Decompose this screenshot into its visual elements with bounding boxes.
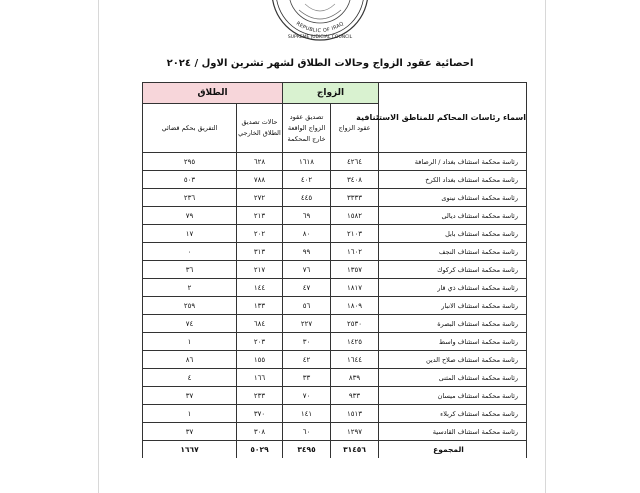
- marriage-outside-cell: ٢٢٧: [283, 315, 331, 333]
- divorce-outside-cell: ٣١٣: [237, 243, 283, 261]
- table-row: [143, 261, 527, 279]
- marriage-outside-cell: ٦٩: [283, 207, 331, 225]
- judicial-separation-cell: ١: [143, 405, 237, 423]
- judicial-separation-cell: ٢٣٦: [143, 189, 237, 207]
- table-row: [143, 153, 527, 171]
- marriage-contracts-cell: ٣٤٠٨: [331, 171, 379, 189]
- divorce-outside-cell: ٢٣٣: [237, 387, 283, 405]
- marriage-outside-header: تصديق عقود الزواج الواقعة خارج المحكمة: [283, 104, 331, 153]
- marriage-contracts-cell: ١٦٤٤: [331, 351, 379, 369]
- marriage-outside-cell: ٦٠: [283, 423, 331, 441]
- judicial-separation-cell: ٢٥٩: [143, 297, 237, 315]
- marriage-contracts-header: عقود الزواج: [331, 104, 379, 153]
- seal-text-line-2: SUPREME JUDICIAL COUNCIL: [287, 35, 353, 40]
- court-name: رئاسة محكمة استئناف كربلاء: [379, 405, 527, 423]
- marriage-contracts-cell: ١٢٩٧: [331, 423, 379, 441]
- total-row: [143, 441, 527, 459]
- judicial-separation-cell: ٣٦: [143, 261, 237, 279]
- total-marriage-outside: ٣٤٩٥: [283, 441, 331, 459]
- court-name: رئاسة محكمة استئناف القادسية: [379, 423, 527, 441]
- marriage-contracts-cell: ١٥٨٢: [331, 207, 379, 225]
- court-name: رئاسة محكمة استئناف النجف: [379, 243, 527, 261]
- judicial-separation-cell: ٠: [143, 243, 237, 261]
- judicial-separation-cell: ٢٩٥: [143, 153, 237, 171]
- table-row: [143, 279, 527, 297]
- marriage-contracts-cell: ١٤٢٥: [331, 333, 379, 351]
- marriage-contracts-cell: ١٦٠٢: [331, 243, 379, 261]
- court-name: رئاسة محكمة استئناف المثنى: [379, 369, 527, 387]
- judicial-separation-cell: ١: [143, 333, 237, 351]
- marriage-contracts-cell: ٢١٠٣: [331, 225, 379, 243]
- court-name: رئاسة محكمة استئناف واسط: [379, 333, 527, 351]
- divorce-outside-cell: ٢٠٣: [237, 333, 283, 351]
- divorce-outside-header: حالات تصديق الطلاق الخارجي: [237, 104, 283, 153]
- court-name: رئاسة محكمة استئناف بغداد / الرصافة: [379, 153, 527, 171]
- marriage-contracts-cell: ١٣٥٧: [331, 261, 379, 279]
- marriage-group-header: الزواج: [283, 83, 379, 104]
- judicial-separation-cell: ٣٧: [143, 423, 237, 441]
- table-row: [143, 171, 527, 189]
- table-row: [143, 405, 527, 423]
- seal-emblem-icon: [255, 0, 385, 42]
- total-marriage-contracts: ٣١٤٥٦: [331, 441, 379, 459]
- judicial-separation-cell: ٧٩: [143, 207, 237, 225]
- table-row: [143, 315, 527, 333]
- marriage-outside-cell: ٧٠: [283, 387, 331, 405]
- total-judicial-separation: ١٦٦٧: [143, 441, 237, 459]
- marriage-contracts-cell: ٢٥٣٠: [331, 315, 379, 333]
- judicial-separation-cell: ٢: [143, 279, 237, 297]
- marriage-outside-cell: ٨٠: [283, 225, 331, 243]
- court-name: رئاسة محكمة استئناف صلاح الدين: [379, 351, 527, 369]
- court-name: رئاسة محكمة استئناف ديالى: [379, 207, 527, 225]
- seal-text-line-1: REPUBLIC OF IRAQ: [294, 20, 346, 35]
- judicial-separation-cell: ٨٦: [143, 351, 237, 369]
- court-name: رئاسة محكمة استئناف بابل: [379, 225, 527, 243]
- supreme-judicial-council-seal: [255, 0, 385, 42]
- court-name: رئاسة محكمة استئناف بغداد الكرخ: [379, 171, 527, 189]
- judicial-separation-cell: ١٧: [143, 225, 237, 243]
- court-name: رئاسة محكمة استئناف كركوك: [379, 261, 527, 279]
- divorce-outside-cell: ٧٨٨: [237, 171, 283, 189]
- marriage-outside-cell: ٥٦: [283, 297, 331, 315]
- marriage-contracts-cell: ٨٣٩: [331, 369, 379, 387]
- table-body: [143, 153, 527, 459]
- marriage-contracts-cell: ١٨١٧: [331, 279, 379, 297]
- document-title: احصائية عقود الزواج وحالات الطلاق لشهر تشرين الاول / ٢٠٢٤: [166, 58, 474, 69]
- marriage-outside-cell: ٧٦: [283, 261, 331, 279]
- table-row: [143, 225, 527, 243]
- table-row: [143, 387, 527, 405]
- court-name: رئاسة محكمة استئناف الانبار: [379, 297, 527, 315]
- divorce-outside-cell: ٣٠٨: [237, 423, 283, 441]
- marriage-outside-cell: ٤٢: [283, 351, 331, 369]
- table-row: [143, 243, 527, 261]
- court-column-header: اسماء رئاسات المحاكم للمناطق الاستئنافية: [379, 83, 527, 153]
- total-divorce-outside: ٥٠٢٩: [237, 441, 283, 459]
- statistics-table: [142, 82, 527, 458]
- judicial-separation-cell: ٧٤: [143, 315, 237, 333]
- marriage-outside-cell: ١٤١: [283, 405, 331, 423]
- marriage-contracts-cell: ٤٢٦٤: [331, 153, 379, 171]
- court-name: رئاسة محكمة استئناف ذي قار: [379, 279, 527, 297]
- marriage-contracts-cell: ٣٣٣٣: [331, 189, 379, 207]
- table-row: [143, 369, 527, 387]
- total-label: المجموع: [379, 441, 527, 459]
- judicial-separation-header: التفريق بحكم قضائي: [143, 104, 237, 153]
- table-row: [143, 189, 527, 207]
- marriage-outside-cell: ٤٠٢: [283, 171, 331, 189]
- marriage-outside-cell: ٣٣: [283, 369, 331, 387]
- marriage-outside-cell: ٤٧: [283, 279, 331, 297]
- marriage-outside-cell: ٤٤٥: [283, 189, 331, 207]
- divorce-outside-cell: ١٣٣: [237, 297, 283, 315]
- marriage-contracts-cell: ١٥١٣: [331, 405, 379, 423]
- court-name: رئاسة محكمة استئناف ميسان: [379, 387, 527, 405]
- divorce-outside-cell: ٣٧٠: [237, 405, 283, 423]
- marriage-contracts-cell: ١٨٠٩: [331, 297, 379, 315]
- court-name: رئاسة محكمة استئناف البصرة: [379, 315, 527, 333]
- court-name: رئاسة محكمة استئناف نينوى: [379, 189, 527, 207]
- judicial-separation-cell: ٥٠٣: [143, 171, 237, 189]
- divorce-outside-cell: ١٥٥: [237, 351, 283, 369]
- divorce-outside-cell: ٢١٣: [237, 207, 283, 225]
- table-row: [143, 333, 527, 351]
- divorce-outside-cell: ١٤٤: [237, 279, 283, 297]
- marriage-contracts-cell: ٩٣٣: [331, 387, 379, 405]
- marriage-outside-cell: ١٦١٨: [283, 153, 331, 171]
- marriage-outside-cell: ٣٠: [283, 333, 331, 351]
- divorce-outside-cell: ٦٨٤: [237, 315, 283, 333]
- divorce-outside-cell: ٢٧٢: [237, 189, 283, 207]
- table-row: [143, 423, 527, 441]
- divorce-outside-cell: ٦٢٨: [237, 153, 283, 171]
- judicial-separation-cell: ٣٧: [143, 387, 237, 405]
- table-row: [143, 297, 527, 315]
- judicial-separation-cell: ٤: [143, 369, 237, 387]
- table-row: [143, 351, 527, 369]
- divorce-group-header: الطلاق: [143, 83, 283, 104]
- divorce-outside-cell: ٢١٧: [237, 261, 283, 279]
- divorce-outside-cell: ١٦٦: [237, 369, 283, 387]
- marriage-outside-cell: ٩٩: [283, 243, 331, 261]
- divorce-outside-cell: ٢٠٢: [237, 225, 283, 243]
- table-row: [143, 207, 527, 225]
